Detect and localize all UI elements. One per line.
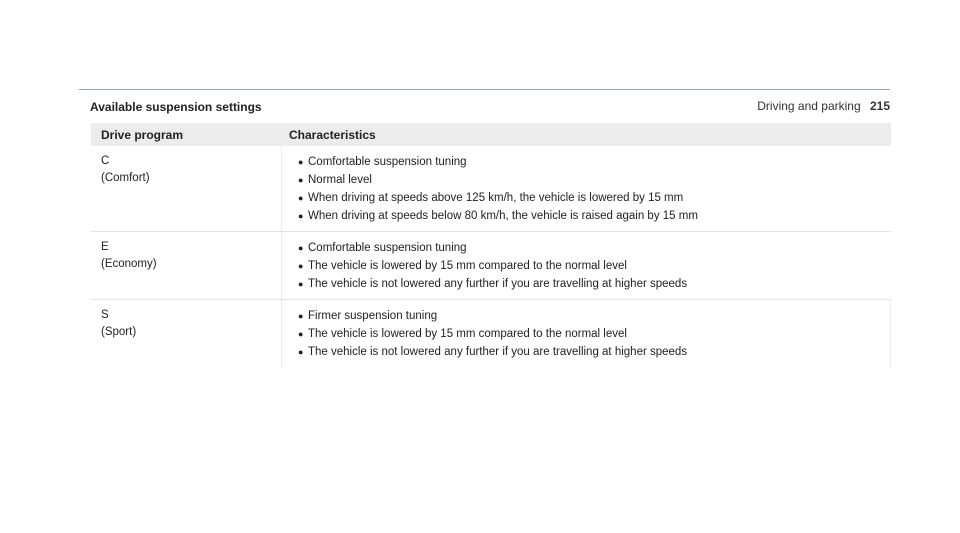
- mode-name: (Sport): [101, 326, 137, 338]
- list-item: ● Comfortable suspension tuning: [298, 153, 891, 171]
- bullet-icon: ●: [298, 311, 304, 321]
- mode-code: C: [101, 155, 110, 167]
- bullet-icon: ●: [298, 347, 304, 357]
- table-row: [91, 146, 891, 232]
- table-row: [91, 300, 891, 367]
- column-header-characteristics: Characteristics: [289, 127, 376, 142]
- mode-code: E: [101, 241, 109, 253]
- list-item: ● Comfortable suspension tuning: [298, 239, 891, 257]
- drive-program-cell: [91, 300, 281, 367]
- characteristics-cell: [281, 300, 891, 367]
- bullet-icon: ●: [298, 157, 304, 167]
- bullet-icon: ●: [298, 261, 304, 271]
- list-item: ● The vehicle is lowered by 15 mm compared to the normal level: [298, 257, 891, 275]
- characteristics-cell: [281, 232, 891, 299]
- list-item: ● When driving at speeds below 80 km/h, the vehicle is raised again by 15 mm: [298, 207, 891, 225]
- table-title: Available suspension settings: [90, 100, 262, 114]
- suspension-settings-table: [91, 123, 891, 367]
- bullet-icon: ●: [298, 243, 304, 253]
- list-item: ● Firmer suspension tuning: [298, 307, 890, 325]
- mode-name: (Economy): [101, 258, 157, 270]
- bullet-icon: ●: [298, 175, 304, 185]
- mode-name: (Comfort): [101, 172, 150, 184]
- bullet-icon: ●: [298, 329, 304, 339]
- list-item: ● Normal level: [298, 171, 891, 189]
- drive-program-cell: [91, 146, 281, 231]
- mode-code: S: [101, 309, 109, 321]
- bullet-icon: ●: [298, 211, 304, 221]
- page-number: 215: [869, 99, 890, 113]
- table-header: [91, 123, 891, 146]
- list-item: ● The vehicle is not lowered any further if you are travelling at higher speeds: [298, 275, 891, 293]
- page-header: [757, 99, 890, 113]
- section-title: Driving and parking: [757, 99, 861, 113]
- list-item: ● When driving at speeds above 125 km/h, the vehicle is lowered by 15 mm: [298, 189, 891, 207]
- table-row: [91, 232, 891, 300]
- column-header-drive-program: Drive program: [101, 127, 184, 142]
- drive-program-cell: [91, 232, 281, 299]
- list-item: ● The vehicle is lowered by 15 mm compared to the normal level: [298, 325, 890, 343]
- characteristics-cell: [281, 146, 891, 231]
- bullet-icon: ●: [298, 279, 304, 289]
- bullet-icon: ●: [298, 193, 304, 203]
- header-rule: [79, 89, 890, 90]
- list-item: ● The vehicle is not lowered any further if you are travelling at higher speeds: [298, 343, 890, 361]
